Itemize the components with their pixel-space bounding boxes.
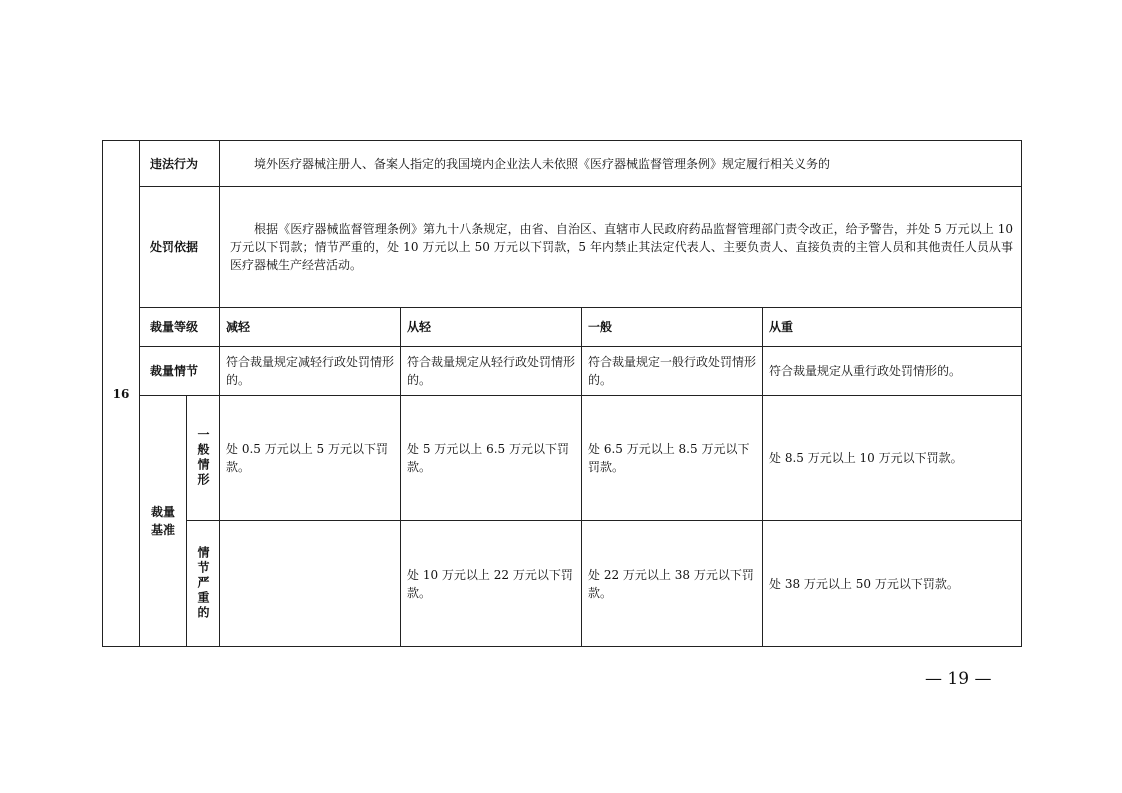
circumstance-severe: 符合裁量规定从重行政处罚情形的。 xyxy=(763,347,1022,396)
basis-row xyxy=(103,187,1022,308)
serious-mitigated xyxy=(220,521,401,647)
circumstance-mitigated: 符合裁量规定减轻行政处罚情形的。 xyxy=(220,347,401,396)
level-mitigated: 减轻 xyxy=(220,308,401,347)
general-general: 处 6.5 万元以上 8.5 万元以下罚款。 xyxy=(582,396,763,521)
basis-text: 根据《医疗器械监督管理条例》第九十八条规定，由省、自治区、直辖市人民政府药品监督管理部门责令改正，给予警告，并处 5 万元以上 10 万元以下罚款；情节严重的，处 10 万元以上 50 万元以下罚款，5 年内禁止其法定代表人、主要负责人、直接负责的主管人员和其他责任人员从事医疗器械生产经营活动。 xyxy=(220,187,1022,308)
serious-label: 情节严重的 xyxy=(196,546,210,621)
standard-label-text: 裁量基准 xyxy=(150,505,175,537)
row-number: 16 xyxy=(103,141,140,647)
general-label: 一般情形 xyxy=(196,428,210,488)
serious-general: 处 22 万元以上 38 万元以下罚款。 xyxy=(582,521,763,647)
serious-standard-row xyxy=(103,521,1022,647)
circumstance-lenient: 符合裁量规定从轻行政处罚情形的。 xyxy=(401,347,582,396)
circumstances-label: 裁量情节 xyxy=(140,347,220,396)
penalty-table xyxy=(102,140,1022,647)
levels-row xyxy=(103,308,1022,347)
basis-label: 处罚依据 xyxy=(140,187,220,308)
general-lenient: 处 5 万元以上 6.5 万元以下罚款。 xyxy=(401,396,582,521)
page-number: — 19 — xyxy=(925,669,992,689)
serious-severe: 处 38 万元以上 50 万元以下罚款。 xyxy=(763,521,1022,647)
violation-text: 境外医疗器械注册人、备案人指定的我国境内企业法人未依照《医疗器械监督管理条例》规定履行相关义务的 xyxy=(220,141,1022,187)
general-label-cell xyxy=(187,396,220,521)
levels-label: 裁量等级 xyxy=(140,308,220,347)
level-general: 一般 xyxy=(582,308,763,347)
circumstance-general: 符合裁量规定一般行政处罚情形的。 xyxy=(582,347,763,396)
general-standard-row xyxy=(103,396,1022,521)
violation-label: 违法行为 xyxy=(140,141,220,187)
circumstances-row xyxy=(103,347,1022,396)
standard-label xyxy=(140,396,187,647)
general-mitigated: 处 0.5 万元以上 5 万元以下罚款。 xyxy=(220,396,401,521)
serious-label-cell xyxy=(187,521,220,647)
general-severe: 处 8.5 万元以上 10 万元以下罚款。 xyxy=(763,396,1022,521)
level-lenient: 从轻 xyxy=(401,308,582,347)
serious-lenient: 处 10 万元以上 22 万元以下罚款。 xyxy=(401,521,582,647)
violation-row xyxy=(103,141,1022,187)
level-severe: 从重 xyxy=(763,308,1022,347)
